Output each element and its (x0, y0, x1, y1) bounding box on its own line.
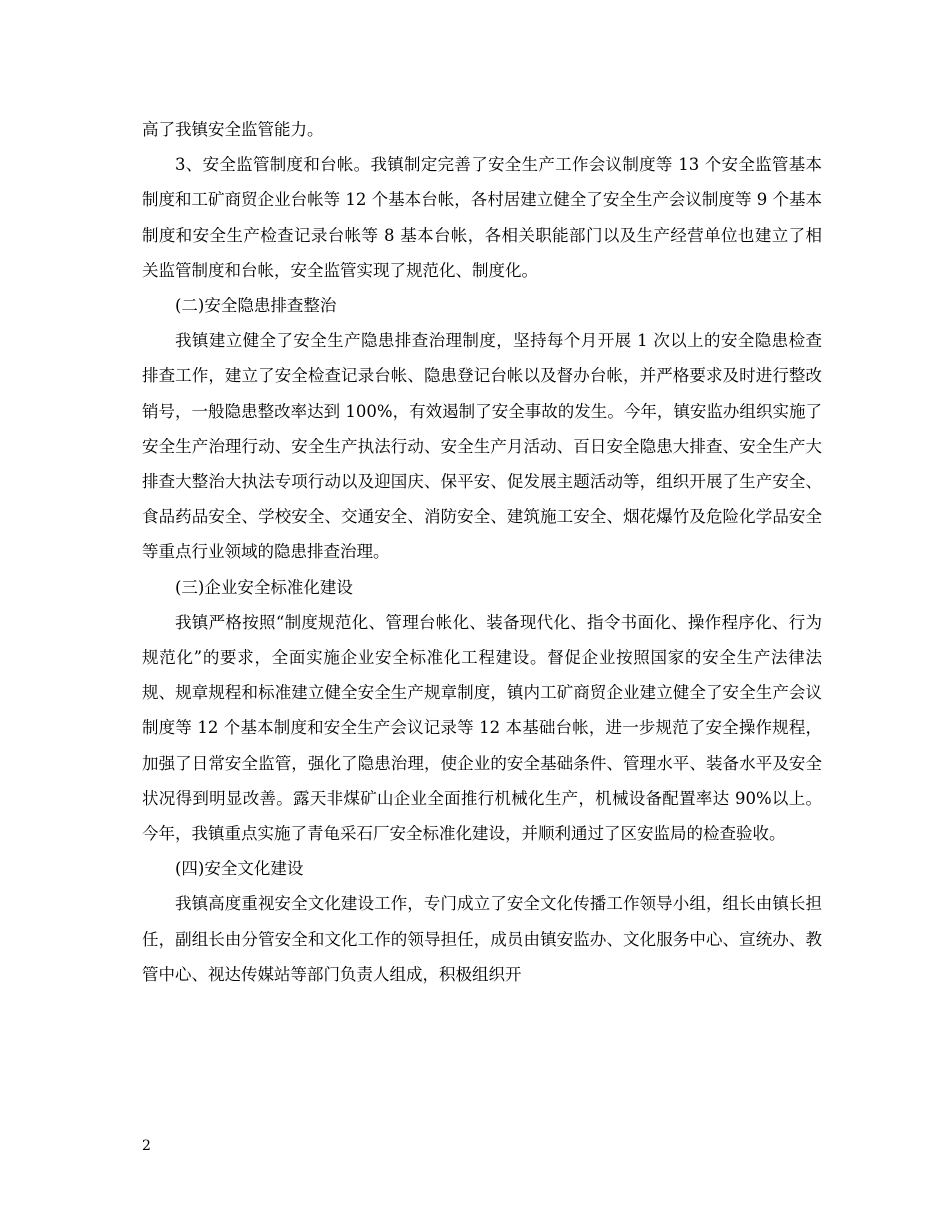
page-number: 2 (142, 1138, 151, 1154)
paragraph-4: 我镇严格按照“制度规范化、管理台帐化、装备现代化、指令书面化、操作程序化、行为规范化”的要求，全面实施企业安全标准化工程建设。督促企业按照国家的安全生产法律法规、规章规程和标准建立健全安全生产规章制度，镇内工矿商贸企业建立健全了安全生产会议制度等 12 个基本制度和安全生产会议记录等 12 本基础台帐，进一步规范了安全操作规程，加强了日常安全监管，强化了隐患治理，使企业的安全基础条件、管理水平、装备水平及安全状况得到明显改善。露天非煤矿山企业全面推行机械化生产，机械设备配置率达 90%以上。今年，我镇重点实施了青龟采石厂安全标准化建设，并顺利通过了区安监局的检查验收。 (142, 612, 822, 844)
section-heading-3: (三)企业安全标准化建设 (175, 577, 353, 597)
section-heading-4: (四)安全文化建设 (175, 859, 304, 879)
paragraph-3: 我镇建立健全了安全生产隐患排查治理制度，坚持每个月开展 1 次以上的安全隐患检查排查工作，建立了安全检查记录台帐、隐患登记台帐以及督办台帐，并严格要求及时进行整改销号，一般隐患整改率达到 100%，有效遏制了安全事故的发生。今年，镇安监办组织实施了安全生产治理行动、安全生产执法行动、安全生产月活动、百日安全隐患大排查、安全生产大排查大整治大执法专项行动以及迎国庆、保平安、促发展主题活动等，组织开展了生产安全、食品药品安全、学校安全、交通安全、消防安全、建筑施工安全、烟花爆竹及危险化学品安全等重点行业领域的隐患排查治理。 (142, 331, 822, 562)
paragraph-2: 3、安全监管制度和台帐。我镇制定完善了安全生产工作会议制度等 13 个安全监管基本制度和工矿商贸企业台帐等 12 个基本台帐，各村居建立健全了安全生产会议制度等 9 个基本制度和安全生产检查记录台帐等 8 基本台帐，各相关职能部门以及生产经营单位也建立了相关监管制度和台帐，安全监管实现了规范化、制度化。 (142, 155, 822, 280)
document-body (142, 112, 822, 992)
paragraph-1: 高了我镇安全监管能力。 (142, 120, 324, 139)
paragraph-5: 我镇高度重视安全文化建设工作，专门成立了安全文化传播工作领导小组，组长由镇长担任，副组长由分管安全和文化工作的领导担任，成员由镇安监办、文化服务中心、宣统办、教管中心、视达传媒站等部门负责人组成，积极组织开 (142, 894, 822, 984)
section-heading-2: (二)安全隐患排查整治 (175, 296, 337, 316)
